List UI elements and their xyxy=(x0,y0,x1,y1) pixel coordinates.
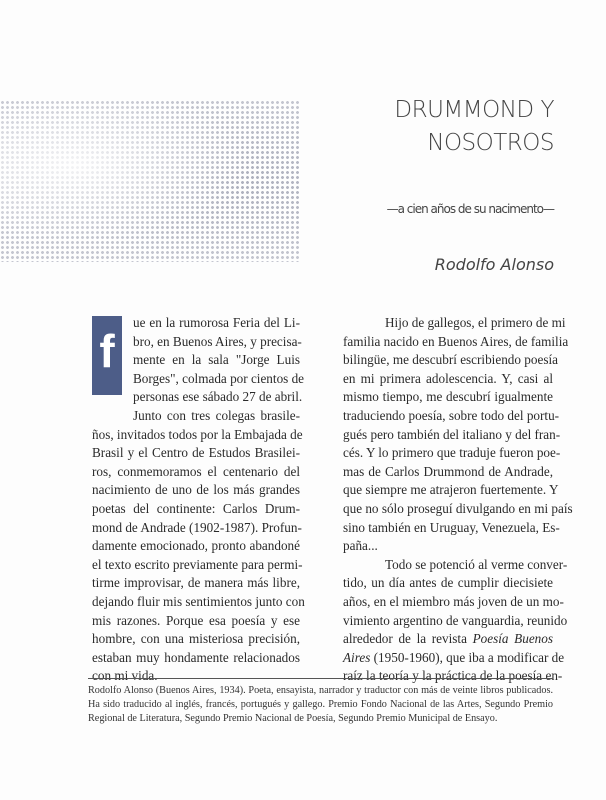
text-line: bilingüe, me descubrí escribiendo poesía xyxy=(343,352,558,368)
text-line: traduciendo poesía, sobre todo del portu- xyxy=(343,407,560,423)
text-line: Aires (1950-1960), que iba a modificar de xyxy=(343,649,565,665)
halftone-portrait-image xyxy=(0,100,300,262)
text-line: Todo se potenció al verme conver- xyxy=(385,556,568,572)
text-line: bro, en Buenos Aires, y precisa- xyxy=(133,333,302,349)
text-line: Brasil y el Centro de Estudos Brasilei- xyxy=(92,445,300,461)
text-line: Borges", colmada por cientos de xyxy=(133,370,305,386)
text-line: ue en la rumorosa Feria del Li- xyxy=(133,315,300,330)
text-line: ros, conmemoramos el centenario del xyxy=(92,463,300,479)
text-line: mas de Carlos Drummond de Andrade, xyxy=(343,463,553,479)
text-line: paña... xyxy=(343,538,378,554)
text-line: en mi primera adolescencia. Y, casi al xyxy=(343,370,553,386)
text-line: personas ese sábado 27 de abril. xyxy=(133,389,303,405)
text-line: ños, invitados todos por la Embajada de xyxy=(92,426,303,442)
text-line: el texto escrito previamente para permi- xyxy=(92,556,303,572)
text-line: vimiento argentino de vanguardia, reunido xyxy=(343,612,568,628)
text-line: sino también en Uruguay, Venezuela, Es- xyxy=(343,519,560,535)
text-line: mismo tiempo, me descubrí igualmente xyxy=(343,389,553,405)
author: Rodolfo Alonso xyxy=(434,255,554,274)
footnote: Rodolfo Alonso (Buenos Aires, 1934). Poeta, ensayista, narrador y traductor con más de veinte libros publicados. Ha sido traducido al inglés, francés, portugués y gallego. Premio Fondo Nacional de las Artes, Segundo Premio Regional de Literatura, Segundo Premio Nacional de Poesía, Segundo Premio Municipal de Ensayo. xyxy=(88,685,553,724)
text-line: hombre, con una misteriosa precisión, xyxy=(92,631,300,647)
text-line: cés. Y lo primero que traduje fueron poe- xyxy=(343,445,561,461)
text-line: nacimiento de uno de los más grandes xyxy=(92,482,300,498)
text-line: raíz la teoría y la práctica de la poesía en- xyxy=(343,668,563,684)
subtitle: —a cien años de su nacimento— xyxy=(386,202,554,216)
text-line: años, en el miembro más joven de un mo- xyxy=(343,593,564,609)
text-line: estaban muy hondamente relacionados xyxy=(92,649,300,665)
text-line: mond de Andrade (1902-1987). Profun- xyxy=(92,519,302,535)
text-line: damente emocionado, pronto abandoné xyxy=(92,538,300,554)
left-column xyxy=(92,314,305,686)
footnote-divider xyxy=(88,678,553,679)
text-line: mente en la sala "Jorge Luis xyxy=(133,352,300,368)
drop-cap: f xyxy=(92,316,122,395)
text-line: familia nacido en Buenos Aires, de familia xyxy=(343,333,569,349)
text-line: Junto con tres colegas brasile- xyxy=(133,407,300,423)
right-column xyxy=(343,314,573,686)
text-line: alrededor de la revista Poesía Buenos xyxy=(343,631,553,647)
text-line: mis razones. Porque esa poesía y ese xyxy=(92,612,300,628)
text-line: Hijo de gallegos, el primero de mi xyxy=(385,315,566,330)
text-line: tido, un día antes de cumplir diecisiete xyxy=(343,575,553,591)
text-line: que siempre me atrajeron fuertemente. Y xyxy=(343,482,559,498)
text-line: gués pero también del italiano y del fran- xyxy=(343,426,561,442)
text-line: poetas del continente: Carlos Drum- xyxy=(92,500,300,516)
title-line-2: NOSOTROS xyxy=(427,130,554,156)
text-line: que no sólo proseguí divulgando en mi país xyxy=(343,500,573,516)
text-line: con mi vida. xyxy=(92,668,158,684)
text-line: tirme improvisar, de manera más libre, xyxy=(92,575,300,591)
text-line: dejando fluir mis sentimientos junto con xyxy=(92,593,305,609)
title-line-1: DRUMMOND Y xyxy=(394,97,554,123)
